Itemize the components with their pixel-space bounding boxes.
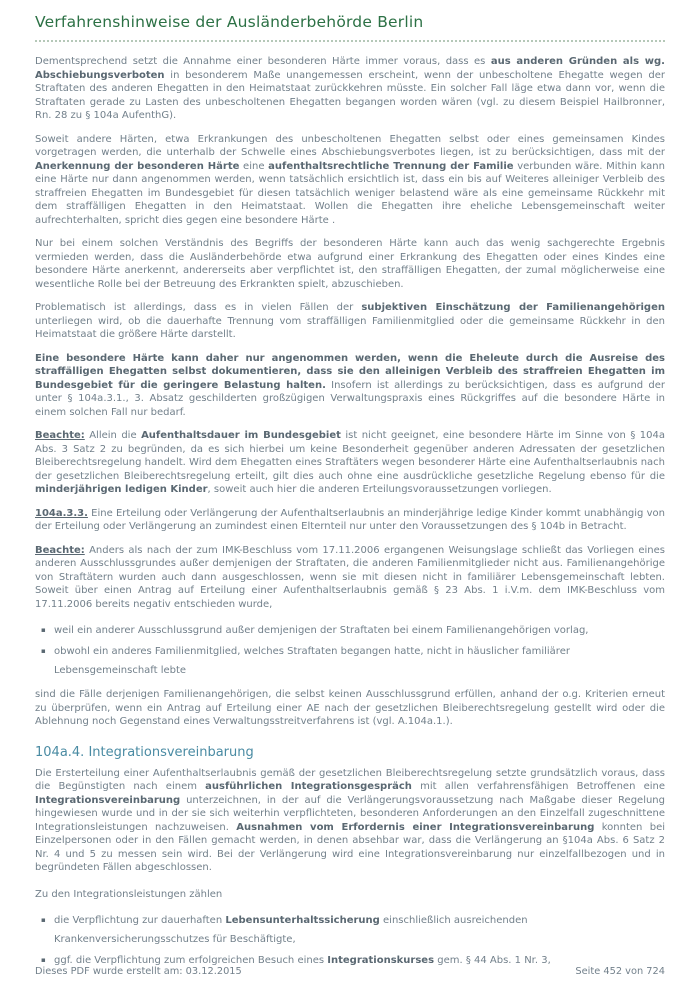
paragraph-beachte: Beachte: Allein die Aufenthaltsdauer im Bundesgebiet ist nicht geeignet, eine besondere Härte im Sinne von § 104a Abs. 3 Satz 2 zu begründen, da es sich hierbei um keine Besonderheit gegenüber anderen Adressaten der gesetzlichen Bleiberechtsregelung handelt. Wird dem Ehegatten eines Straftäters wegen besonderer Härte eine Aufenthaltserlaubnis nach der gesetzlichen Bleiberechtsregelung erteilt, gilt dies auch ohne eine ausdrückliche gesetzliche Regelung ebenso für die minderjährigen ledigen Kinder, soweit auch hier die anderen Erteilungsvoraussetzungen vorliegen.	[35, 430, 666, 495]
list-item	[41, 642, 665, 680]
bullet-icon: ▪	[41, 916, 46, 924]
list-item	[41, 911, 665, 949]
paragraph: Zu den Integrationsleistungen zählen	[35, 888, 223, 900]
bullet-list-exclusions	[41, 621, 665, 680]
page-footer	[35, 966, 665, 977]
paragraph-beachte: Beachte: Anders als nach der zum IMK-Beschluss vom 17.11.2006 ergangenen Weisungslage schließt das Vorliegen eines anderen Ausschlussgrundes außer demjenigen der Straftaten, die anderen Familienmitglieder nicht aus. Familienangehörige von Straftätern wurden auch dann ausgeschlossen, wenn sie mit diesen nicht in familiärer Lebensgemeinschaft lebten. Soweit über einen Antrag auf Erteilung einer Aufenthaltserlaubnis gemäß § 23 Abs. 1 i.V.m. dem IMK-Beschluss vom 17.11.2006 bereits negativ entschieden wurde,	[35, 544, 665, 610]
paragraph: Soweit andere Härten, etwa Erkrankungen des unbescholtenen Ehegatten selbst oder eines gemeinsamen Kindes vorgetragen werden, die unterhalb der Schwelle eines Abschiebungsverbotes liegen, ist zu berücksichtigen, dass mit der Anerkennung der besonderen Härte eine aufenthaltsrechtliche Trennung der Familie verbunden wäre. Mithin kann eine Härte nur dann angenommen werden, wenn tatsächlich ersichtlich ist, dass ein bis auf Weiteres alleiniger Verbleib des straffreien Ehegatten im Bundesgebiet für diesen tatsächlich weniger belastend wäre als eine gemeinsame Rückkehr mit dem straffälligen Ehegatten in den Heimatstaat. Wollen die Ehegatten ihre eheliche Lebensgemeinschaft weiter aufrechterhalten, spricht dies gegen eine besondere Härte .	[35, 133, 665, 226]
paragraph: Nur bei einem solchen Verständnis des Begriffs der besonderen Härte kann auch das wenig sachgerechte Ergebnis vermieden werden, dass die Ausländerbehörde etwa aufgrund einer Erkrankung des Ehegatten oder eines Kindes eine besondere Härte anerkennt, andererseits aber verpflichtet ist, den straffälligen Ehegatten, der zumal möglicherweise eine wesentliche Rolle bei der Betreuung des Erkrankten spielt, abzuschieben.	[35, 238, 665, 290]
list-item	[41, 621, 665, 640]
list-item-text: weil ein anderer Ausschlussgrund außer demjenigen der Straftaten bei einem Familienangehörigen vorlag,	[54, 625, 589, 636]
list-item-text: obwohl ein anderes Familienmitglied, welches Straftaten begangen hatte, nicht in häuslicher familiärer Lebensgemeinschaft lebte	[54, 646, 570, 676]
paragraph: sind die Fälle derjenigen Familienangehörigen, die selbst keinen Ausschlussgrund erfüllen, anhand der o.g. Kriterien erneut zu überprüfen, wenn ein Antrag auf Erteilung einer AE nach der gesetzlichen Bleiberechtsregelung gestellt wird oder die Ablehnung noch Gegenstand eines Verwaltungsstreitverfahrens ist (vgl. A.104a.1.).	[35, 689, 665, 727]
bullet-icon: ▪	[41, 956, 46, 964]
paragraph-104a33: 104a.3.3. Eine Erteilung oder Verlängerung der Aufenthaltserlaubnis an minderjährige ledige Kinder kommt unabhängig von der Erteilung oder Verlängerung an zumindest einen Elternteil nur unter den Voraussetzungen des § 104b in Betracht.	[35, 507, 665, 532]
paragraph: Dementsprechend setzt die Annahme einer besonderen Härte immer voraus, dass es aus anderen Gründen als wg. Abschiebungsverboten in besonderem Maße unangemessen erscheint, wenn der unbescholtene Ehegatte wegen der Straftaten des anderen Ehegatten in den Heimatstaat zurückkehren müsste. Ein solcher Fall läge etwa dann vor, wenn die Straftaten gerade zu Lasten des unbescholtenen Ehegatten begangen worden wären (vgl. zu diesem Beispiel Hailbronner, Rn. 28 zu § 104a AufenthG).	[35, 56, 665, 121]
page-title: Verfahrenshinweise der Ausländerbehörde Berlin	[35, 13, 424, 31]
paragraph: Problematisch ist allerdings, dass es in vielen Fällen der subjektiven Einschätzung der Familienangehörigen unterliegen wird, ob die dauerhafte Trennung vom straffälligen Familienmitglied oder die gemeinsame Rückkehr in den Heimatstaat die größere Härte darstellt.	[35, 302, 665, 340]
paragraph: Eine besondere Härte kann daher nur angenommen werden, wenn die Eheleute durch die Ausreise des straffälligen Ehegatten selbst dokumentieren, dass sie den alleinigen Verbleib des straffreien Ehegatten im Bundesgebiet für die geringere Belastung halten. Insofern ist allerdings zu berücksichtigen, dass es aufgrund der unter § 104a.3.1., 3. Absatz geschilderten großzügigen Verwaltungspraxis eines Rückgriffes auf die besondere Härte in einem solchen Fall nur bedarf.	[35, 352, 666, 418]
title-divider	[35, 40, 665, 42]
footer-page-number: Seite 452 von 724	[575, 966, 665, 977]
section-heading-104a4: 104a.4. Integrationsvereinbarung	[35, 744, 254, 760]
document-body	[35, 55, 665, 970]
bullet-list-integrationsleistungen	[41, 911, 665, 970]
footer-created-date: Dieses PDF wurde erstellt am: 03.12.2015	[35, 966, 242, 977]
bullet-icon: ▪	[41, 647, 46, 655]
list-item-text: die Verpflichtung zur dauerhaften Lebensunterhaltssicherung einschließlich ausreichenden Krankenversicherungsschutzes für Beschäftigte,	[54, 915, 528, 945]
paragraph: Die Ersterteilung einer Aufenthaltserlaubnis gemäß der gesetzlichen Bleiberechtsregelung setzte grundsätzlich voraus, dass die Begünstigten nach einem ausführlichen Integrationsgespräch mit allen verfahrensfähigen Betroffenen eine Integrationsvereinbarung unterzeichnen, in der auf die Verlängerungsvoraussetzung nach Maßgabe dieser Regelung hingewiesen wurde und in der sie sich weiterhin verpflichteten, besonderen Anforderungen an den Einzelfall zugeschnittene Integrationsleistungen nachzuweisen. Ausnahmen vom Erfordernis einer Integrationsvereinbarung konnten bei Einzelpersonen oder in den Fällen gemacht werden, in denen absehbar war, dass die Verlängerung an §104a Abs. 6 Satz 2 Nr. 4 und 5 zu messen sein wird. Bei der Verlängerung wird eine Integrationsvereinbarung nur einzelfallbezogen und in begründeten Fällen abgeschlossen.	[35, 767, 666, 873]
bullet-icon: ▪	[41, 626, 46, 634]
list-item-text: ggf. die Verpflichtung zum erfolgreichen Besuch eines Integrationskurses gem. § 44 Abs. 1 Nr. 3,	[54, 955, 551, 966]
